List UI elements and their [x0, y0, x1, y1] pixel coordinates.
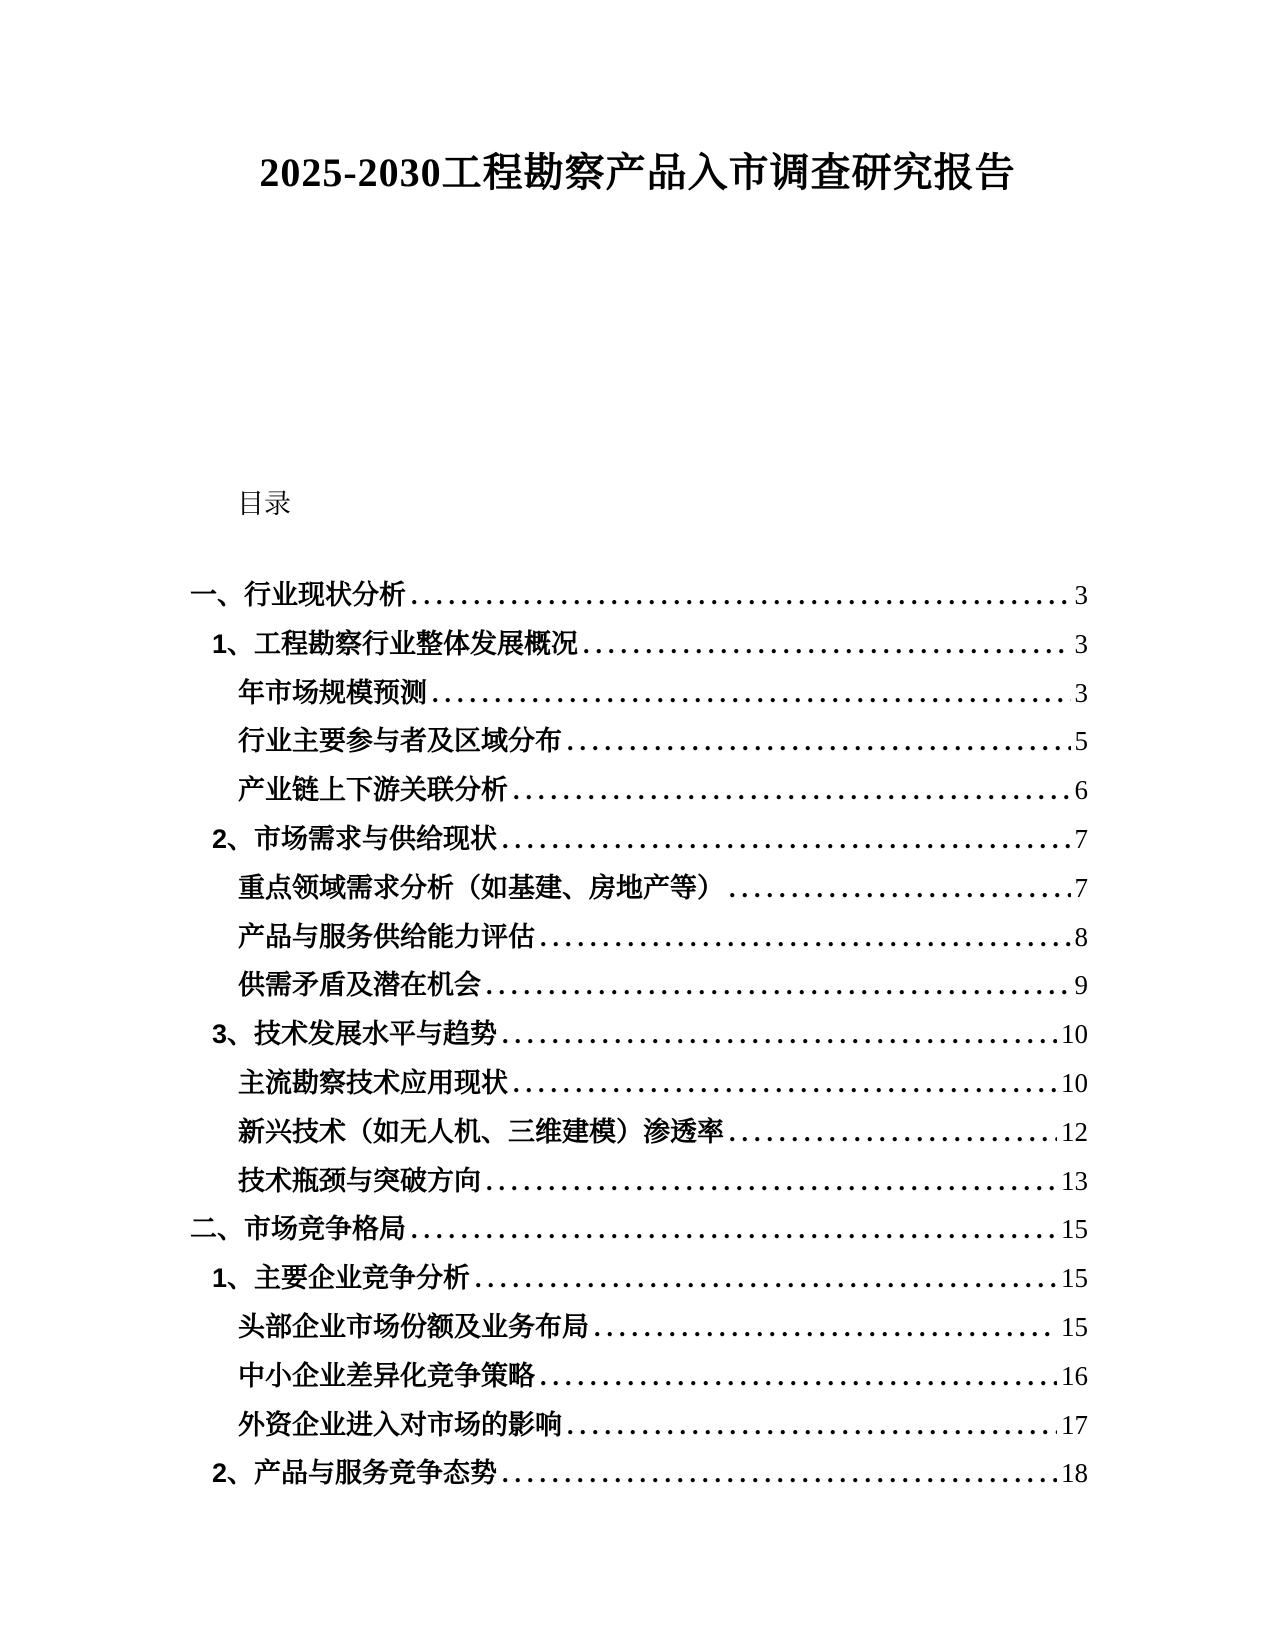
- toc-entry-page: 7: [1074, 823, 1088, 854]
- toc-entry[interactable]: [190, 1010, 1088, 1059]
- toc-dot-leader: [475, 1255, 1057, 1308]
- toc-entry-page: 16: [1061, 1360, 1088, 1391]
- toc-entry[interactable]: [190, 1401, 1088, 1450]
- toc-entry[interactable]: [190, 669, 1088, 718]
- toc-entry-page: 17: [1061, 1409, 1088, 1440]
- toc-entry-page: 6: [1074, 775, 1088, 806]
- toc-entry[interactable]: [190, 913, 1088, 962]
- toc-entry-label: 2、产品与服务竞争态势: [212, 1458, 498, 1489]
- toc-dot-leader: [411, 572, 1071, 625]
- toc-dot-leader: [540, 1353, 1057, 1406]
- toc-entry-page: 15: [1061, 1311, 1088, 1342]
- toc-entry[interactable]: [190, 620, 1088, 669]
- toc-entry-label: 头部企业市场份额及业务布局: [238, 1311, 589, 1342]
- toc-entry[interactable]: [190, 1059, 1088, 1108]
- toc-entry-label: 主流勘察技术应用现状: [238, 1067, 508, 1098]
- toc-entry-page: 8: [1074, 921, 1088, 952]
- toc-entry-page: 3: [1074, 580, 1088, 610]
- toc-entry-label: 技术瓶颈与突破方向: [238, 1165, 481, 1196]
- toc-entry-label: 产品与服务供给能力评估: [238, 921, 535, 952]
- toc-entry[interactable]: [190, 1254, 1088, 1303]
- toc-entry-label: 产业链上下游关联分析: [238, 775, 508, 806]
- toc-entry-label: 2、市场需求与供给现状: [212, 823, 498, 854]
- toc-entry-label: 1、工程勘察行业整体发展概况: [212, 628, 579, 659]
- toc-entry-label: 年市场规模预测: [238, 677, 427, 708]
- toc-dot-leader: [540, 914, 1071, 967]
- toc-entry-page: 15: [1061, 1214, 1088, 1245]
- toc-entry[interactable]: [190, 1157, 1088, 1206]
- toc-entry-page: 5: [1074, 726, 1088, 757]
- toc-entry-label: 重点领域需求分析（如基建、房地产等）: [238, 872, 724, 903]
- toc-entry[interactable]: [190, 815, 1088, 864]
- toc-entry-label: 供需矛盾及潜在机会: [238, 970, 481, 1001]
- toc-dot-leader: [432, 670, 1071, 723]
- toc-entry[interactable]: [190, 961, 1088, 1010]
- toc-entry[interactable]: [190, 1449, 1088, 1498]
- table-of-contents: [190, 571, 1088, 1498]
- toc-entry[interactable]: [190, 1303, 1088, 1352]
- toc-dot-leader: [486, 962, 1071, 1015]
- toc-entry-page: 15: [1061, 1263, 1088, 1294]
- toc-entry[interactable]: [190, 1352, 1088, 1401]
- toc-entry[interactable]: [190, 571, 1088, 620]
- toc-dot-leader: [502, 816, 1070, 869]
- toc-entry-page: 10: [1061, 1019, 1088, 1050]
- toc-entry-page: 3: [1074, 628, 1088, 659]
- page-title: 2025-2030工程勘察产品入市调查研究报告: [259, 150, 1016, 195]
- toc-dot-leader: [594, 1304, 1057, 1357]
- toc-dot-leader: [502, 1011, 1057, 1064]
- toc-entry[interactable]: [190, 1205, 1088, 1254]
- toc-entry[interactable]: [190, 717, 1088, 766]
- toc-entry[interactable]: [190, 766, 1088, 815]
- toc-entry-page: 3: [1074, 677, 1088, 708]
- toc-entry[interactable]: [190, 1108, 1088, 1157]
- toc-dot-leader: [411, 1206, 1057, 1259]
- toc-entry-label: 新兴技术（如无人机、三维建模）渗透率: [238, 1116, 724, 1147]
- toc-dot-leader: [583, 621, 1070, 674]
- toc-entry-page: 9: [1074, 970, 1088, 1001]
- toc-entry-page: 12: [1061, 1116, 1088, 1147]
- toc-entry-page: 10: [1061, 1067, 1088, 1098]
- toc-entry-page: 18: [1061, 1458, 1088, 1489]
- toc-entry-label: 3、技术发展水平与趋势: [212, 1019, 498, 1050]
- toc-dot-leader: [513, 767, 1071, 820]
- toc-dot-leader: [729, 865, 1071, 918]
- toc-entry-page: 7: [1074, 872, 1088, 903]
- toc-entry-label: 一、行业现状分析: [190, 580, 406, 610]
- toc-entry-label: 行业主要参与者及区域分布: [238, 726, 562, 757]
- toc-entry-page: 13: [1061, 1165, 1088, 1196]
- toc-dot-leader: [513, 1060, 1057, 1113]
- toc-entry-label: 1、主要企业竞争分析: [212, 1263, 471, 1294]
- toc-heading: 目录: [237, 489, 291, 519]
- toc-dot-leader: [729, 1109, 1057, 1162]
- toc-dot-leader: [502, 1450, 1057, 1503]
- toc-entry-label: 二、市场竞争格局: [190, 1214, 406, 1245]
- toc-dot-leader: [486, 1158, 1057, 1211]
- toc-dot-leader: [567, 1402, 1057, 1455]
- toc-entry-label: 外资企业进入对市场的影响: [238, 1409, 562, 1440]
- toc-dot-leader: [567, 718, 1071, 771]
- toc-entry-label: 中小企业差异化竞争策略: [238, 1360, 535, 1391]
- toc-entry[interactable]: [190, 864, 1088, 913]
